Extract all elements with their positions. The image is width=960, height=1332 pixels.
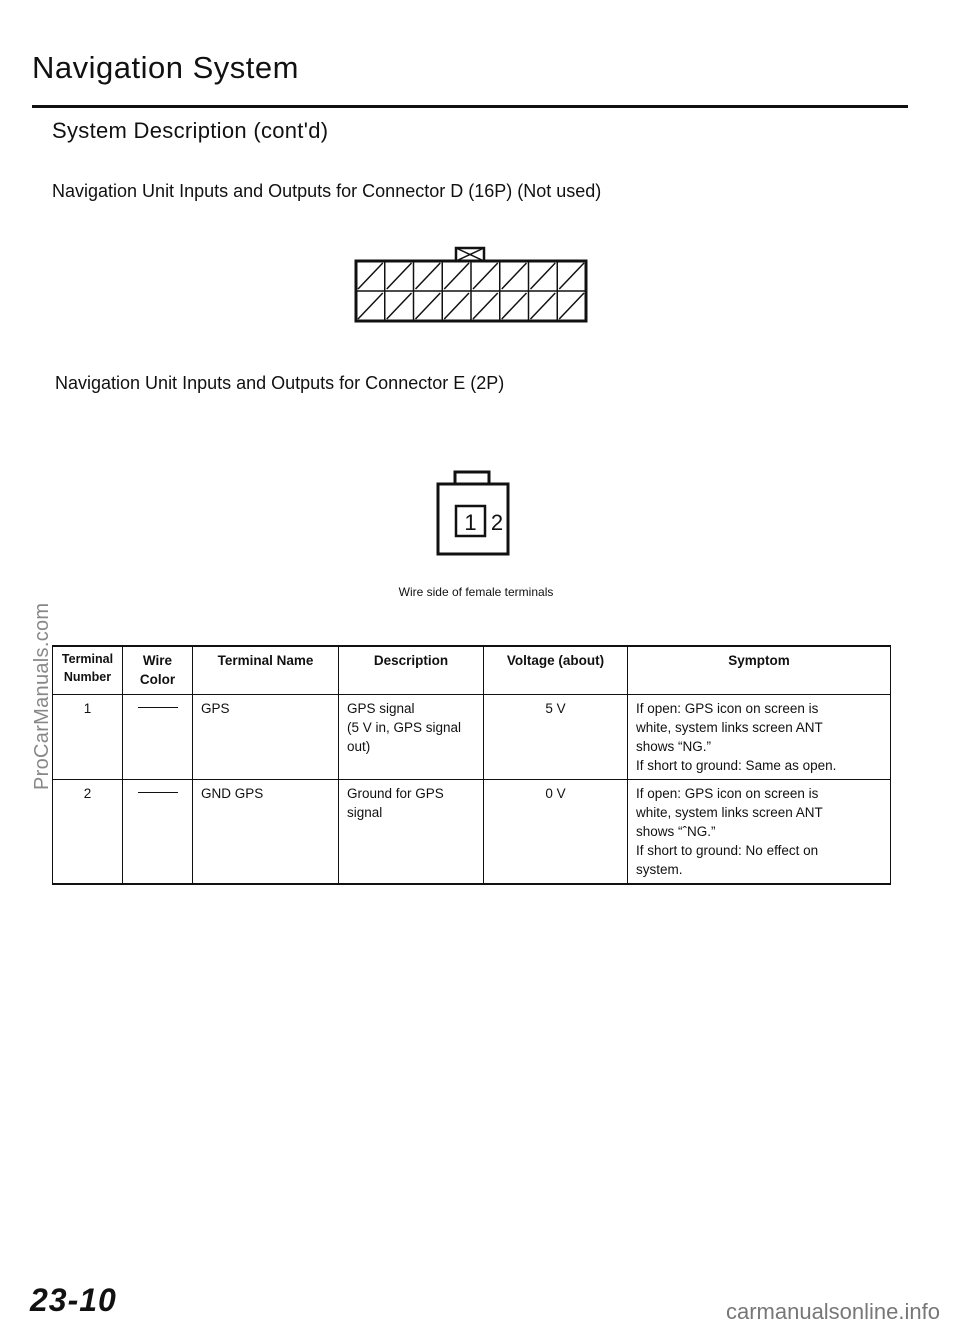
header-wire-color: Wire Color — [123, 646, 193, 695]
header-symptom: Symptom — [628, 646, 891, 695]
terminal-1-label: 1 — [464, 510, 477, 535]
wire-side-note: Wire side of female terminals — [398, 585, 554, 599]
voltage: 0 V — [484, 780, 628, 885]
terminal-number: 2 — [53, 780, 123, 885]
symptom: If open: GPS icon on screen is white, system links screen ANT shows “NG.” If short to ground: Same as open. — [628, 695, 891, 780]
title-divider — [32, 105, 908, 108]
header-description: Description — [339, 646, 484, 695]
symptom: If open: GPS icon on screen is white, system links screen ANT shows “ˆNG.” If short to ground: No effect on system. — [628, 780, 891, 885]
section-subtitle: System Description (cont'd) — [52, 118, 329, 143]
wire-color-dash — [138, 792, 178, 793]
header-voltage: Voltage (about) — [484, 646, 628, 695]
description: Ground for GPS signal — [339, 780, 484, 885]
connector-e-diagram — [433, 468, 513, 560]
connector-d-diagram — [352, 245, 592, 325]
terminal-table — [52, 645, 891, 885]
terminal-2-label: 2 — [490, 510, 504, 535]
description: GPS signal (5 V in, GPS signal out) — [339, 695, 484, 780]
connector-d-caption: Navigation Unit Inputs and Outputs for Connector D (16P) (Not used) — [52, 181, 602, 201]
voltage: 5 V — [484, 695, 628, 780]
header-terminal-number: Terminal Number — [53, 646, 123, 695]
terminal-name: GPS — [193, 695, 339, 780]
wire-color — [123, 695, 193, 780]
terminal-name: GND GPS — [193, 780, 339, 885]
terminal-number: 1 — [53, 695, 123, 780]
page-number: 23-10 — [30, 1282, 117, 1318]
header-terminal-name: Terminal Name — [193, 646, 339, 695]
wire-color-dash — [138, 707, 178, 708]
table-row — [53, 780, 891, 885]
footer-site-link[interactable]: carmanualsonline.info — [725, 1299, 940, 1324]
page-title: Navigation System — [32, 50, 299, 85]
table-row — [53, 695, 891, 780]
wire-color — [123, 780, 193, 885]
watermark: ProCarManuals.com — [31, 602, 53, 790]
table-header-row — [53, 646, 891, 695]
connector-e-caption: Navigation Unit Inputs and Outputs for Connector E (2P) — [55, 373, 505, 393]
